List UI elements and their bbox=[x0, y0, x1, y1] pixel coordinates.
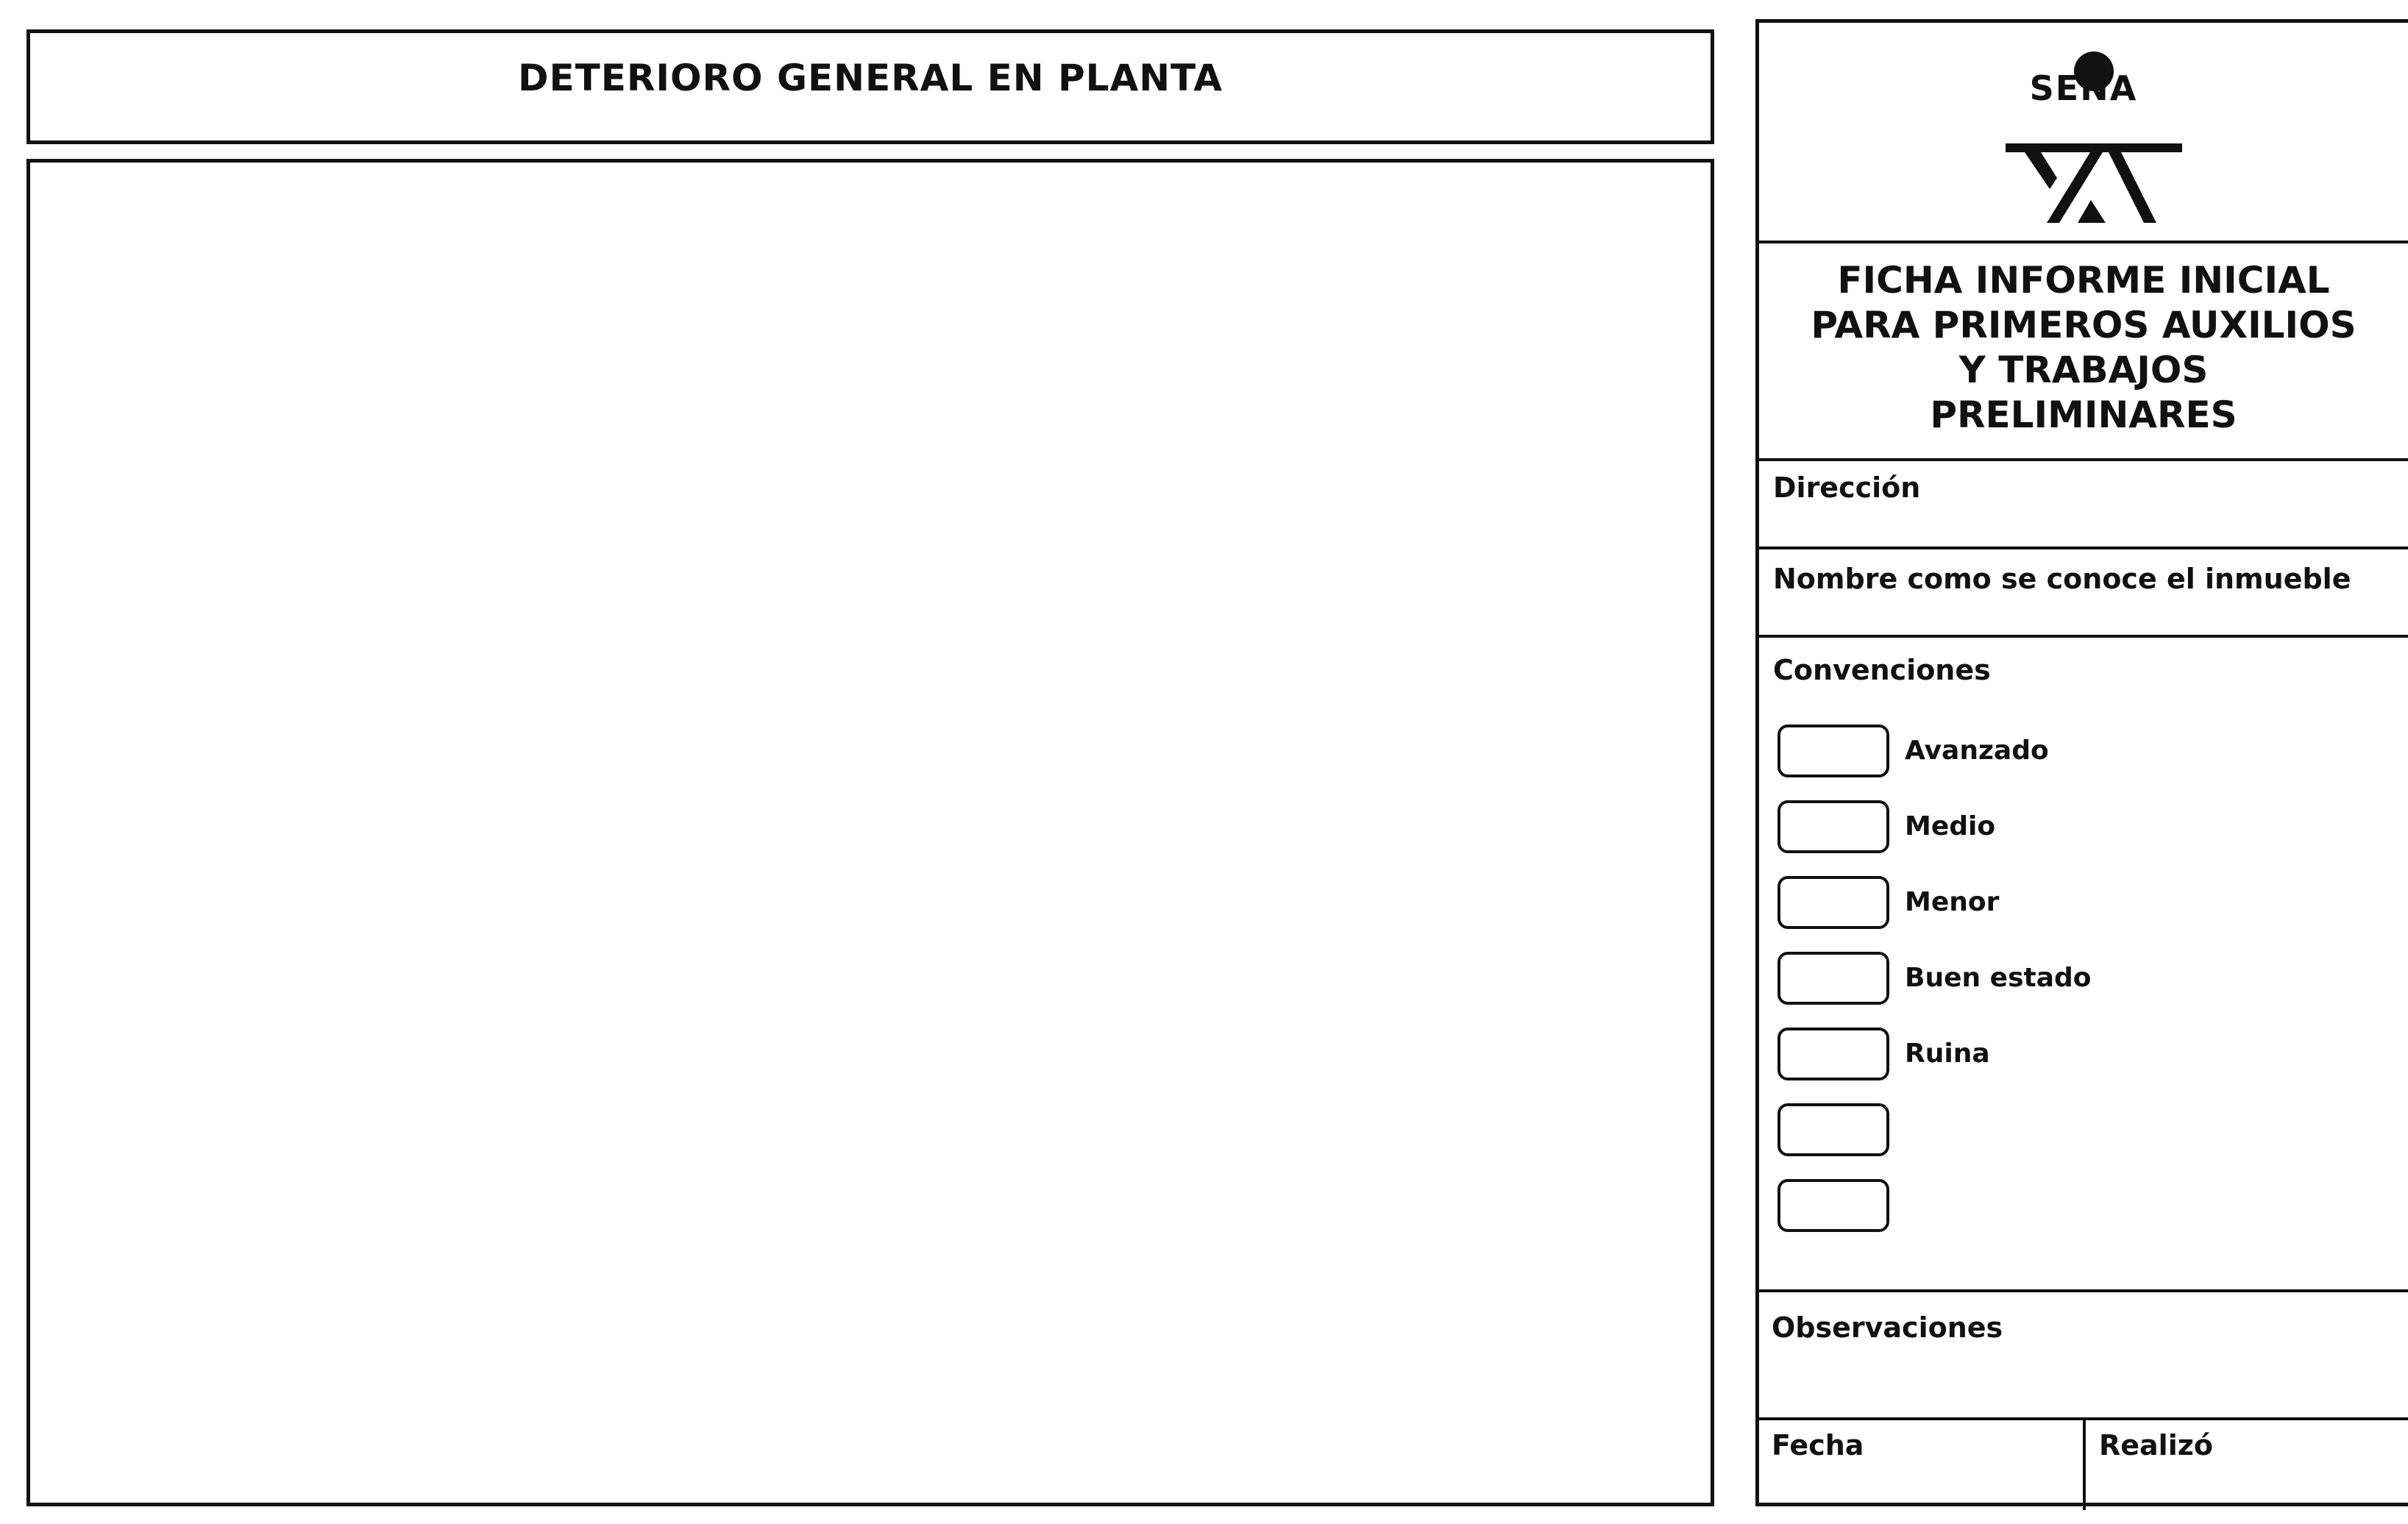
form-title-line: Y TRABAJOS bbox=[1958, 349, 2209, 391]
legend-label: Medio bbox=[1905, 811, 1996, 841]
divider-logo bbox=[1759, 241, 2408, 243]
divider-direccion bbox=[1759, 546, 2408, 549]
legend-swatch[interactable] bbox=[1777, 876, 1889, 929]
title-box bbox=[26, 29, 1714, 144]
divider-nombre bbox=[1759, 635, 2408, 638]
legend-swatch[interactable] bbox=[1777, 952, 1889, 1005]
legend-label: Ruina bbox=[1905, 1039, 1990, 1069]
legend-label: Avanzado bbox=[1905, 736, 2049, 766]
logo-text: SENA bbox=[2029, 68, 2138, 108]
divider-fecha-realizo bbox=[2083, 1417, 2086, 1510]
divider-title bbox=[1759, 458, 2408, 461]
legend-swatch[interactable] bbox=[1777, 724, 1889, 777]
page-title: DETERIORO GENERAL EN PLANTA bbox=[518, 57, 1223, 99]
legend-swatch[interactable] bbox=[1777, 800, 1889, 853]
realizo-label: Realizó bbox=[2099, 1429, 2213, 1461]
side-panel bbox=[1755, 19, 2408, 1506]
convenciones-label: Convenciones bbox=[1773, 654, 1991, 686]
form-title-line: FICHA INFORME INICIAL bbox=[1837, 259, 2330, 302]
form-title bbox=[1759, 258, 2408, 438]
legend-label: Menor bbox=[1905, 887, 2000, 917]
form-title-line: PARA PRIMEROS AUXILIOS bbox=[1811, 304, 2356, 346]
logo-cell bbox=[1759, 23, 2408, 240]
fecha-label: Fecha bbox=[1772, 1429, 1864, 1461]
legend-swatch[interactable] bbox=[1777, 1028, 1889, 1080]
legend-swatch[interactable] bbox=[1777, 1103, 1889, 1156]
nombre-inmueble-label: Nombre como se conoce el inmueble bbox=[1773, 563, 2351, 595]
drawing-area[interactable] bbox=[26, 159, 1714, 1506]
observaciones-label: Observaciones bbox=[1772, 1311, 2003, 1344]
divider-convenciones bbox=[1759, 1289, 2408, 1292]
legend-swatch[interactable] bbox=[1777, 1179, 1889, 1232]
form-title-line: PRELIMINARES bbox=[1930, 394, 2237, 436]
direccion-label: Dirección bbox=[1773, 471, 1921, 504]
legend-label: Buen estado bbox=[1905, 963, 2092, 993]
